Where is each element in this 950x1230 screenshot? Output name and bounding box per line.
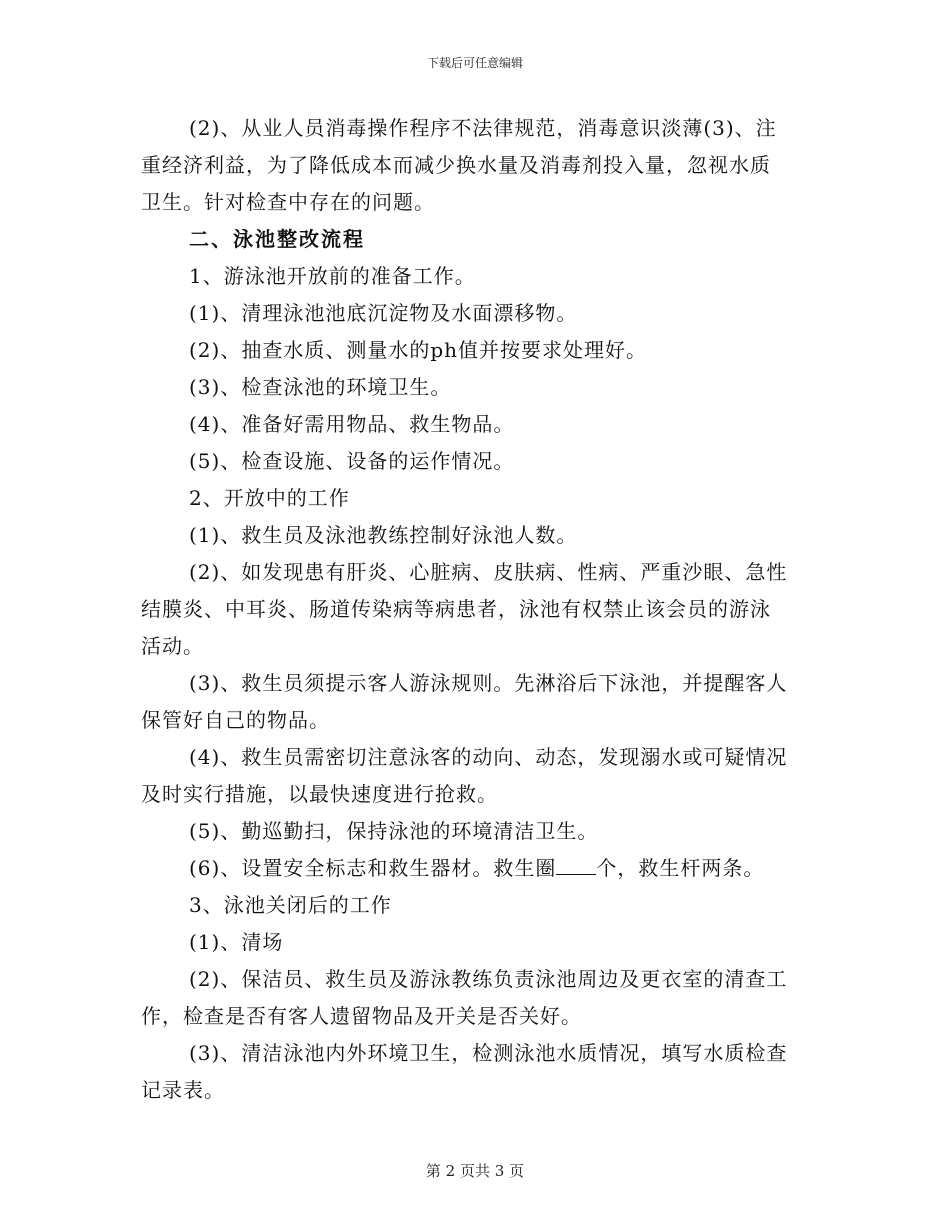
list-item: (1)、救生员及泳池教练控制好泳池人数。 bbox=[189, 523, 578, 547]
section-heading: 二、泳池整改流程 bbox=[189, 227, 365, 251]
paragraph-line: 及时实行措施，以最快速度进行抢救。 bbox=[141, 782, 498, 806]
list-item: (1)、清场 bbox=[189, 930, 284, 954]
list-item-text: 个，救生杆两条。 bbox=[596, 856, 765, 880]
paragraph-line: 活动。 bbox=[141, 634, 204, 658]
list-item: (3)、救生员须提示客人游泳规则。先淋浴后下泳池，并提醒客人 bbox=[189, 671, 788, 695]
paragraph-line: 记录表。 bbox=[141, 1078, 225, 1102]
list-item: (4)、救生员需密切注意泳客的动向、动态，发现溺水或可疑情况 bbox=[189, 745, 788, 769]
list-item: (5)、检查设施、设备的运作情况。 bbox=[189, 449, 515, 473]
list-item: (1)、清理泳池池底沉淀物及水面漂移物。 bbox=[189, 301, 578, 325]
fill-in-blank bbox=[556, 856, 596, 875]
list-item: (2)、保洁员、救生员及游泳教练负责泳池周边及更衣室的清查工 bbox=[189, 967, 788, 991]
list-item: (3)、检查泳池的环境卫生。 bbox=[189, 375, 452, 399]
list-item: (2)、如发现患有肝炎、心脏病、皮肤病、性病、严重沙眼、急性 bbox=[189, 560, 788, 584]
list-item: (3)、清洁泳池内外环境卫生，检测泳池水质情况，填写水质检查 bbox=[189, 1041, 788, 1065]
list-item-text: (6)、设置安全标志和救生器材。救生圈 bbox=[189, 856, 557, 880]
list-item: (2)、抽查水质、测量水的ph值并按要求处理好。 bbox=[189, 338, 648, 362]
paragraph-line: (2)、从业人员消毒操作程序不法律规范，消毒意识淡薄(3)、注 bbox=[189, 116, 777, 140]
subsection-heading: 1、游泳池开放前的准备工作。 bbox=[189, 264, 476, 288]
header-note: 下载后可任意编辑 bbox=[426, 56, 523, 70]
list-item: (4)、准备好需用物品、救生物品。 bbox=[189, 412, 515, 436]
list-item bbox=[141, 850, 809, 887]
document-body bbox=[141, 110, 809, 1109]
paragraph-line: 保管好自己的物品。 bbox=[141, 708, 330, 732]
paragraph-line: 重经济利益，为了降低成本而减少换水量及消毒剂投入量，忽视水质 bbox=[141, 153, 771, 177]
paragraph-line: 作，检查是否有客人遗留物品及开关是否关好。 bbox=[141, 1004, 582, 1028]
paragraph-line: 结膜炎、中耳炎、肠道传染病等病患者，泳池有权禁止该会员的游泳 bbox=[141, 597, 771, 621]
subsection-heading: 2、开放中的工作 bbox=[189, 486, 350, 510]
list-item: (5)、勤巡勤扫，保持泳池的环境清洁卫生。 bbox=[189, 819, 599, 843]
page-number: 第 2 页共 3 页 bbox=[425, 1162, 525, 1180]
paragraph-line: 卫生。针对检查中存在的问题。 bbox=[141, 190, 435, 214]
subsection-heading: 3、泳池关闭后的工作 bbox=[189, 893, 392, 917]
